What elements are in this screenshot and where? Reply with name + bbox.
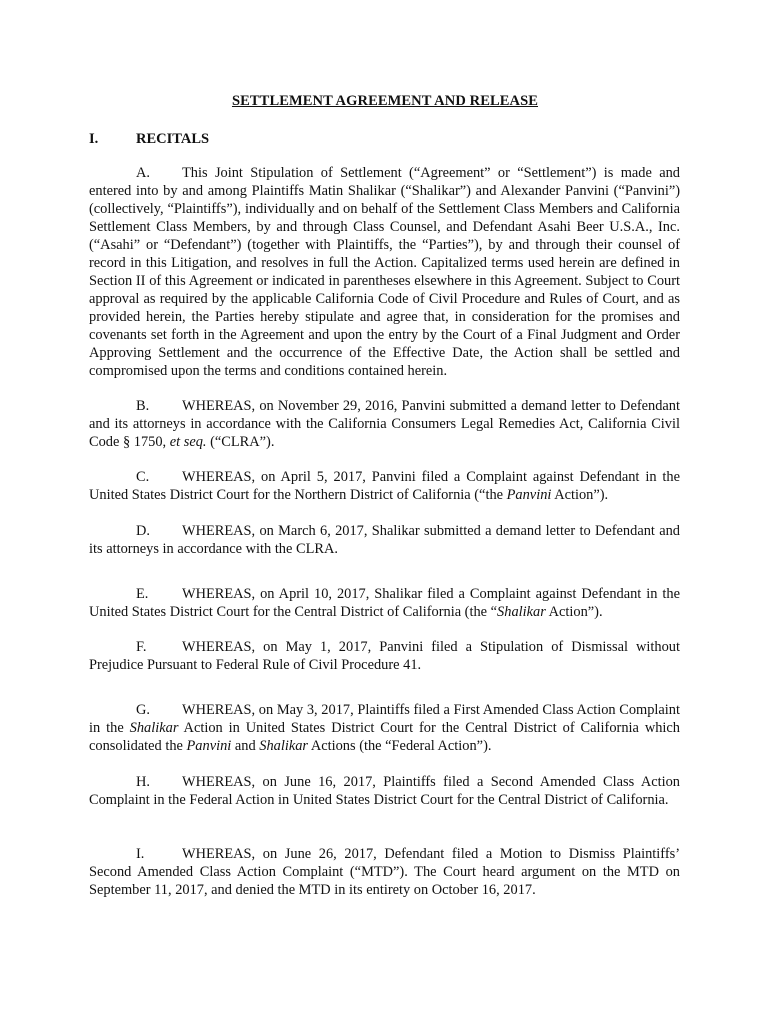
recital-text: WHEREAS, on May 3, 2017, Plaintiffs filed a First Amended Class Action Complaint in the [89,702,680,736]
recital-paragraph-h [89,773,680,809]
recital-paragraph-e [89,585,680,621]
section-number: I. [89,131,99,147]
recital-text-end: Action”). [545,604,603,620]
case-name-italic: Shalikar [129,720,179,736]
recital-text-end: Action”). [551,487,609,503]
recital-letter: G. [136,702,150,718]
recital-text-end: Actions (the “Federal Action”). [308,738,492,754]
case-name-italic: Panvini [186,738,232,754]
recital-letter: I. [136,846,145,862]
recital-citation-italic: et seq. [169,434,207,450]
recital-letter: C. [136,469,150,485]
recital-text: WHEREAS, on May 1, 2017, Panvini filed a Stipulation of Dismissal without Prejudice Pursuant to Federal Rule of Civil Procedure 41. [89,639,680,673]
recital-text-end: (“CLRA”). [206,434,275,450]
case-name-italic: Shalikar [497,604,546,620]
recital-text: Action in United States District Court for the Central District of California which consolidated the [89,720,680,754]
recital-letter: D. [136,523,150,539]
recital-paragraph-g [89,701,680,755]
recital-paragraph-i [89,845,680,899]
section-heading [89,131,209,148]
recital-letter: F. [136,639,147,655]
case-name-italic: Panvini [506,487,552,503]
recital-paragraph-d [89,522,680,558]
recital-letter: B. [136,398,150,414]
recital-text: WHEREAS, on April 5, 2017, Panvini filed a Complaint against Defendant in the United States District Court for the Northern District of California (“the [89,469,680,503]
recital-letter: H. [136,774,150,790]
recital-text: WHEREAS, on June 16, 2017, Plaintiffs filed a Second Amended Class Action Complaint in the Federal Action in United States District Court for the Central District of California. [89,774,680,808]
recital-letter: E. [136,586,149,602]
recital-text: WHEREAS, on April 10, 2017, Shalikar filed a Complaint against Defendant in the United States District Court for the Central District of California (the “ [89,586,680,620]
case-name-italic: Shalikar [259,738,309,754]
recital-paragraph-a [89,164,680,380]
recital-text: and [231,738,260,754]
recital-paragraph-f [89,638,680,674]
recital-paragraph-b [89,397,680,451]
recital-text: WHEREAS, on November 29, 2016, Panvini submitted a demand letter to Defendant and its attorneys in accordance with the California Consumers Legal Remedies Act, California Civil Code § 1750, [89,398,680,450]
recital-letter: A. [136,165,150,181]
section-title: RECITALS [136,131,210,147]
document-title: SETTLEMENT AGREEMENT AND RELEASE [231,93,539,109]
recital-paragraph-c [89,468,680,504]
recital-text: WHEREAS, on June 26, 2017, Defendant filed a Motion to Dismiss Plaintiffs’ Second Amended Class Action Complaint (“MTD”). The Court heard argument on the MTD on September 11, 2017, and denied the MTD in its entirety on October 16, 2017. [89,846,680,898]
recital-text: WHEREAS, on March 6, 2017, Shalikar submitted a demand letter to Defendant and its attorneys in accordance with the CLRA. [89,523,680,557]
recital-text: This Joint Stipulation of Settlement (“Agreement” or “Settlement”) is made and entered into by and among Plaintiffs Matin Shalikar (“Shalikar”) and Alexander Panvini (“Panvini”) (collectively, “Plaintiffs”), individually and on behalf of the Settlement Class Members and California Settlement Class Members, by and through Class Counsel, and Defendant Asahi Beer U.S.A., Inc. (“Asahi” or “Defendant”) (together with Plaintiffs, the “Parties”), by and through their counsel of record in this Litigation, and resolves in full the Action. Capitalized terms used herein are defined in Section II of this Agreement or indicated in parentheses elsewhere in this Agreement. Subject to Court approval as required by the applicable California Code of Civil Procedure and Rules of Court, and as provided herein, the Parties hereby stipulate and agree that, in consideration for the promises and covenants set forth in the Agreement and upon the entry by the Court of a Final Judgment and Order Approving Settlement and the occurrence of the Effective Date, the Action shall be settled and compromised upon the terms and conditions contained herein. [89,165,680,379]
